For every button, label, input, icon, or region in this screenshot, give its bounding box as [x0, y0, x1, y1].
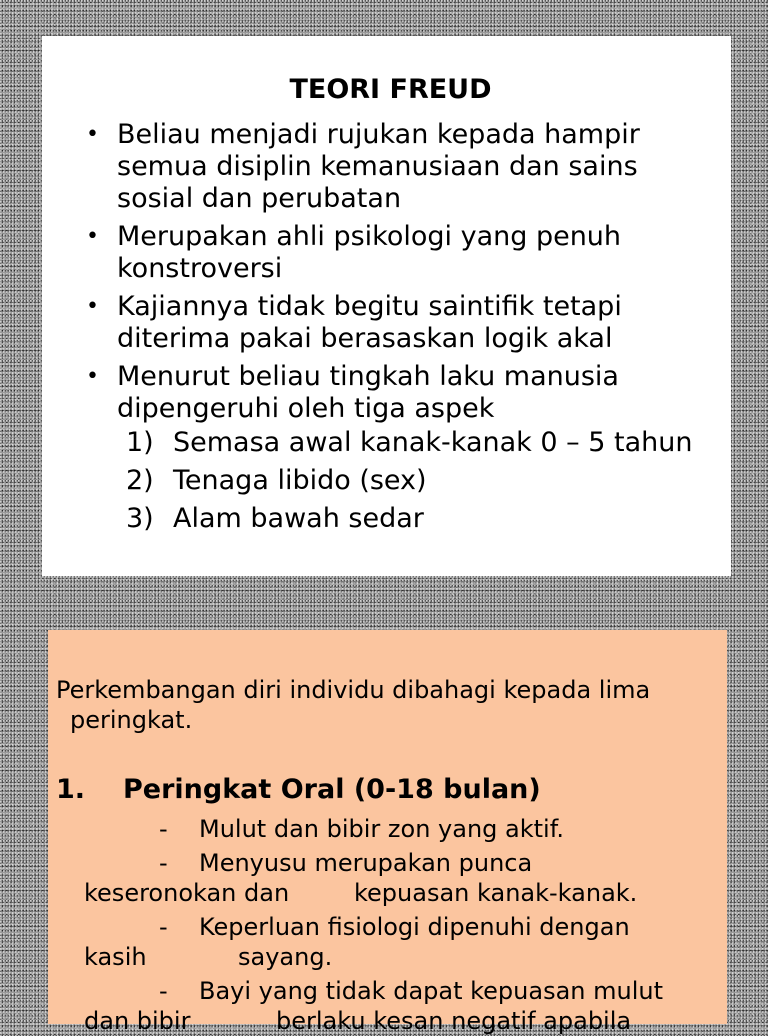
- bullet-text: Kajiannya tidak begitu saintifik tetapi diterima pakai berasaskan logik akal: [117, 291, 622, 354]
- slide-teori-freud: [42, 36, 731, 576]
- dash-marker: -: [159, 977, 168, 1005]
- stage-title: Peringkat Oral (0-18 bulan): [123, 774, 541, 805]
- bullet-dot-icon: •: [86, 122, 99, 147]
- aspect-text: Tenaga libido (sex): [173, 465, 427, 496]
- aspect-item: [126, 503, 717, 535]
- intro-line-1: Perkembangan diri individu dibahagi kepada lima: [56, 676, 651, 704]
- detail-continuation: kasih sayang.: [84, 943, 333, 971]
- bullet-dot-icon: •: [86, 224, 99, 249]
- aspect-number: 2): [126, 465, 154, 496]
- stage-number: 1.: [56, 774, 86, 805]
- stage-detail-list: [84, 814, 724, 1036]
- dash-marker: -: [159, 815, 168, 843]
- dash-marker: -: [159, 913, 168, 941]
- stage-detail-item: [84, 848, 724, 908]
- detail-text: Bayi yang tidak dapat kepuasan mulut: [199, 977, 664, 1005]
- detail-text: Menyusu merupakan punca: [199, 849, 533, 877]
- aspect-text: Alam bawah sedar: [173, 503, 424, 534]
- bullet-item: [86, 119, 717, 215]
- aspect-item: [126, 427, 717, 459]
- bullet-item: [86, 221, 717, 285]
- aspect-text: Semasa awal kanak-kanak 0 – 5 tahun: [173, 427, 693, 458]
- bullet-list: [86, 119, 717, 541]
- bullet-dot-icon: •: [86, 294, 99, 319]
- bullet-dot-icon: •: [86, 364, 99, 389]
- stage-detail-item: [84, 976, 724, 1036]
- detail-continuation: keseronokan dan kepuasan kanak-kanak.: [84, 879, 638, 907]
- detail-text: Keperluan fisiologi dipenuhi dengan: [199, 913, 630, 941]
- bullet-text: Menurut beliau tingkah laku manusia dipengeruhi oleh tiga aspek: [117, 361, 619, 424]
- slide-peringkat-perkembangan: [48, 630, 727, 1035]
- slide-title: TEORI FREUD: [289, 74, 492, 105]
- aspect-item: [126, 465, 717, 497]
- intro-text: [56, 675, 716, 735]
- aspect-number: 3): [126, 503, 154, 534]
- aspect-list: [126, 427, 717, 535]
- bullet-item: [86, 291, 717, 355]
- dash-marker: -: [159, 849, 168, 877]
- aspect-number: 1): [126, 427, 154, 458]
- bullet-text: Merupakan ahli psikologi yang penuh konstroversi: [117, 221, 622, 284]
- stage-detail-item: [84, 814, 724, 844]
- intro-line-2: peringkat.: [70, 706, 193, 734]
- detail-continuation: dan bibir berlaku kesan negatif apabila: [84, 1007, 632, 1035]
- bullet-text: Beliau menjadi rujukan kepada hampir semua disiplin kemanusiaan dan sains sosial dan perubatan: [117, 119, 640, 214]
- stage-detail-item: [84, 912, 724, 972]
- stage-heading: [56, 773, 541, 807]
- bullet-item: [86, 361, 717, 535]
- detail-text: Mulut dan bibir zon yang aktif.: [199, 815, 565, 843]
